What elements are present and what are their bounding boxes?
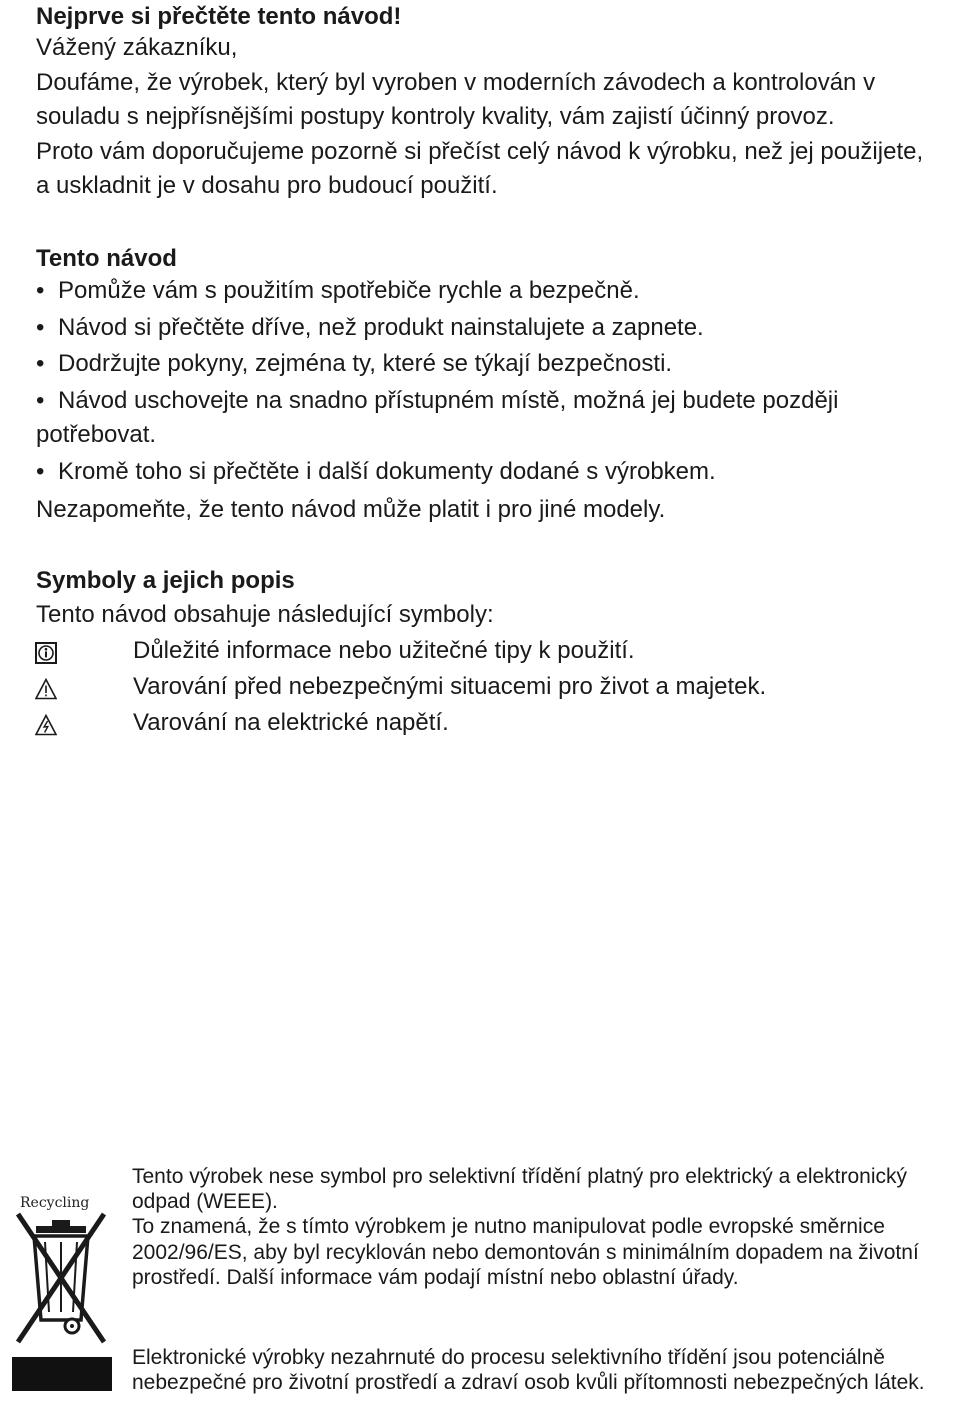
weee-note bbox=[132, 1345, 952, 1395]
symbol-row-info bbox=[36, 634, 936, 670]
weee-paragraph: Tento výrobek nese symbol pro selektivní třídění platný pro elektrický a elektronický odpad (WEEE). bbox=[132, 1165, 908, 1214]
info-icon bbox=[35, 642, 57, 664]
bullet: • bbox=[36, 457, 45, 485]
models-note: Nezapomeňte, že tento návod může platit i pro jiné modely. bbox=[36, 496, 666, 523]
guide-list bbox=[36, 274, 936, 489]
crossed-out-bin-icon bbox=[8, 1212, 112, 1358]
symbol-text: Varování před nebezpečnými situacemi pro život a majetek. bbox=[133, 673, 767, 700]
weee-text bbox=[132, 1164, 952, 1290]
list-item: • Návod si přečtěte dříve, než produkt nainstalujete a zapnete. bbox=[36, 311, 936, 346]
symbols-intro: Tento návod obsahuje následující symboly: bbox=[36, 601, 494, 628]
symbol-row-electric bbox=[36, 706, 936, 742]
weee-paragraph: Elektronické výrobky nezahrnuté do procesu selektivního třídění jsou potenciálně nebezpečné pro životní prostředí a zdraví osob kvůli přítomnosti nebezpečných látek. bbox=[132, 1346, 925, 1395]
symbol-text: Varování na elektrické napětí. bbox=[133, 709, 449, 736]
recycling-bar bbox=[12, 1357, 112, 1391]
symbol-row-warning bbox=[36, 670, 936, 706]
guide-heading: Tento návod bbox=[36, 245, 177, 272]
bullet: • bbox=[36, 313, 45, 341]
warning-icon bbox=[35, 678, 57, 700]
list-item: • Kromě toho si přečtěte i další dokumenty dodané s výrobkem. bbox=[36, 455, 936, 490]
list-item: • Návod uschovejte na snadno přístupném místě, možná jej budete později potřebovat. bbox=[36, 384, 936, 453]
bullet: • bbox=[36, 277, 45, 304]
symbol-text: Důležité informace nebo užitečné tipy k použití. bbox=[133, 637, 635, 664]
recycling-label: Recycling bbox=[20, 1195, 90, 1211]
intro-paragraph: Vážený zákazníku, Doufáme, že výrobek, který byl vyroben v moderních závodech a kontrolován v souladu s nejpřísnějšími postupy kontroly kvality, vám zajistí účinný provoz. Proto vám doporučujeme pozorně si přečíst celý návod k výrobku, než jej použijete, a uskladnit je v dosahu pro budoucí použití. bbox=[36, 34, 924, 199]
recycling-symbol bbox=[8, 1186, 108, 1391]
page-title: Nejprve si přečtěte tento návod! bbox=[36, 3, 402, 30]
bullet: • bbox=[36, 350, 45, 377]
electric-warning-icon bbox=[35, 714, 57, 736]
list-item: • Dodržujte pokyny, zejména ty, které se týkají bezpečnosti. bbox=[36, 347, 936, 382]
list-item: • Pomůže vám s použitím spotřebiče rychle a bezpečně. bbox=[36, 274, 936, 309]
bullet: • bbox=[36, 386, 45, 414]
symbols-heading: Symboly a jejich popis bbox=[36, 567, 295, 594]
weee-paragraph: To znamená, že s tímto výrobkem je nutno manipulovat podle evropské směrnice 2002/96/ES, aby byl recyklován nebo demontován s minimálním dopadem na životní prostředí. Další informace vám podají místní nebo oblastní úřady. bbox=[132, 1215, 919, 1289]
